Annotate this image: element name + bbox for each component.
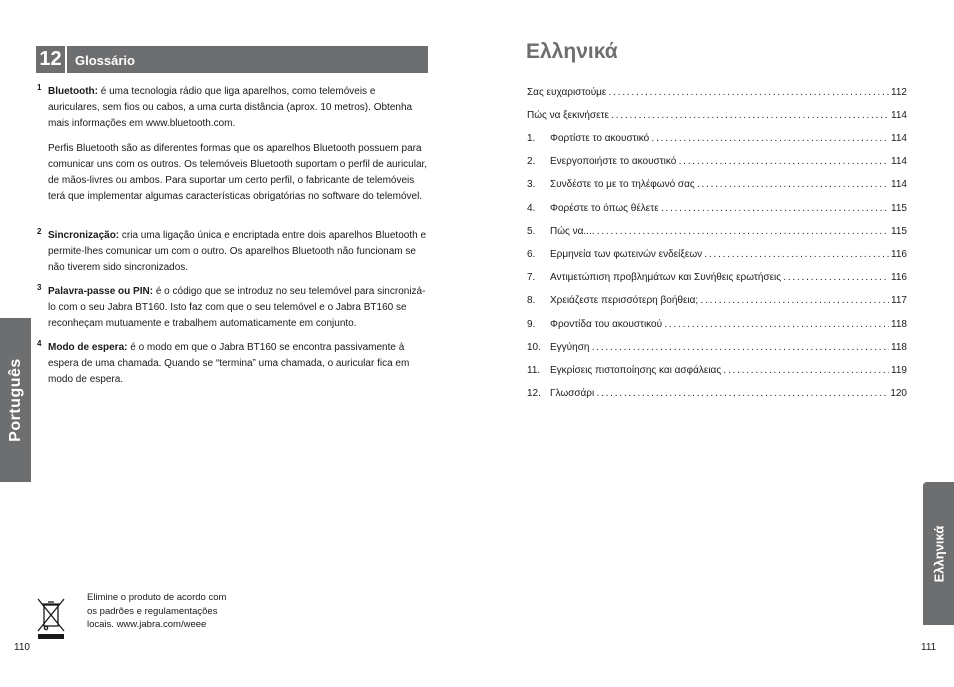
footnote-marker: 3 (37, 283, 42, 292)
toc-item-page: 115 (891, 226, 907, 237)
toc-item[interactable] (527, 387, 907, 401)
toc-item-number: 7. (527, 272, 536, 283)
toc-item-label: Εγκρίσεις πιστοποίησης και ασφάλειας . . . (550, 364, 907, 378)
toc-item-label: Φροντίδα του ακουστικού . . . (550, 318, 907, 332)
footnote-marker: 2 (37, 227, 42, 236)
side-tab-label: Ελληνικά (931, 525, 946, 582)
glossary-entry-bluetooth (48, 84, 428, 132)
glossary-entry-standby (48, 340, 428, 388)
toc-item-number: 8. (527, 295, 536, 306)
page-title: Ελληνικά (526, 40, 618, 63)
toc-item-number: 5. (527, 226, 536, 237)
toc-item[interactable] (527, 248, 907, 262)
footnote-marker: 1 (37, 83, 42, 92)
toc-item-number: 2. (527, 156, 536, 167)
toc-item-page: 120 (890, 388, 907, 399)
glossary-term: Modo de espera: (48, 342, 128, 353)
toc-item-label: Ερμηνεία των φωτεινών ενδείξεων . . . (550, 248, 907, 262)
toc-item-label: Γλωσσάρι . . . (550, 387, 907, 401)
section-title: Glossário (67, 46, 428, 73)
glossary-term: Sincronização: (48, 230, 120, 241)
crossed-out-wheelie-bin-icon (35, 596, 67, 640)
toc-item-page: 114 (891, 179, 907, 190)
toc-item-label: Ενεργοποιήστε το ακουστικό . . . (550, 155, 907, 169)
glossary-definition: é uma tecnologia rádio que liga aparelhos, como telemóveis e auriculares, sem fios ou cabos, a uma curta distância (aprox. 10 metros). Obtenha mais informações em www.bluetooth.com. (48, 86, 413, 129)
glossary-definition: é o modo em que o Jabra BT160 se encontra passivamente à espera de uma chamada. Quando se “termina” uma chamada, o auricular fica em modo de espera. (48, 342, 410, 385)
weee-disposal-notice: Elimine o produto de acordo com os padrões e regulamentações locais. www.jabra.com/weee (87, 592, 227, 630)
toc-item-label: Πώς να ξεκινήσετε . . . (527, 109, 907, 123)
toc-item[interactable] (527, 225, 907, 239)
toc-item-number: 11. (527, 365, 541, 376)
toc-item-page: 119 (891, 365, 907, 376)
toc-item-page: 117 (891, 295, 907, 306)
side-tab-label: Português (6, 358, 24, 442)
language-side-tab-portuguese (0, 318, 31, 482)
toc-item[interactable] (527, 294, 907, 308)
glossary-entry-bluetooth-profiles: Perfis Bluetooth são as diferentes formas que os aparelhos Bluetooth possuem para comunicar uns com os outros. Os telemóveis Bluetooth suportam o perfil de auricular, de mãos-livres ou ambos. Para suportar um certo perfil, o fabricante de telemóveis terá que implementar algumas características obrigatórias no software do telemóvel. (48, 143, 428, 202)
glossary-term: Palavra-passe ou PIN: (48, 286, 154, 297)
toc-item-number: 10. (527, 342, 541, 353)
page-number-left: 110 (14, 642, 30, 653)
toc-item[interactable] (527, 155, 907, 169)
glossary-entry-pairing (48, 228, 428, 276)
page-number-right: 111 (921, 642, 937, 653)
toc-item-page: 118 (891, 342, 907, 353)
toc-item-page: 116 (891, 272, 907, 283)
toc-item-number: 12. (527, 388, 541, 399)
toc-item-page: 112 (891, 87, 907, 98)
toc-item[interactable] (527, 178, 907, 192)
glossary-term: Bluetooth: (48, 86, 98, 97)
toc-item-label: Φορέστε το όπως θέλετε . . . (550, 202, 907, 216)
toc-item-label: Χρειάζεστε περισσότερη βοήθεια; . . . (550, 294, 907, 308)
footnote-marker: 4 (37, 339, 42, 348)
glossary-definition: é o código que se introduz no seu telemóvel para sincronizá-lo com o seu Jabra BT160. Isto faz com que o seu telemóvel e o Jabra BT160 se reconheçam mutuamente e trabalhem automaticamente em conjunto. (48, 286, 426, 329)
toc-item-label: Πώς να.... . . . (550, 225, 907, 239)
toc-item-number: 9. (527, 319, 536, 330)
toc-item-page: 114 (891, 156, 907, 167)
toc-item[interactable] (527, 318, 907, 332)
toc-item-page: 114 (891, 133, 907, 144)
toc-item-page: 116 (891, 249, 907, 260)
glossary-entry-passkey (48, 284, 428, 332)
toc-item-page: 118 (891, 319, 907, 330)
toc-item[interactable] (527, 364, 907, 378)
toc-item[interactable] (527, 202, 907, 216)
toc-item-label: Σας ευχαριστούμε . . . (527, 86, 907, 100)
toc-item-label: Συνδέστε το με το τηλέφωνό σας . . . (550, 178, 907, 192)
glossary-definition: cria uma ligação única e encriptada entre dois aparelhos Bluetooth e permite-lhes comunicar um com o outro. Os aparelhos Bluetooth não funcionam se não tiverem sido sincronizados. (48, 230, 427, 273)
toc-item[interactable] (527, 341, 907, 355)
toc-item-number: 4. (527, 203, 536, 214)
toc-item-page: 114 (891, 110, 907, 121)
toc-item-label: Φορτίστε το ακουστικό . . . (550, 132, 907, 146)
toc-item-number: 3. (527, 179, 536, 190)
toc-item[interactable] (527, 271, 907, 285)
toc-item-label: Εγγύηση . . . (550, 341, 907, 355)
toc-item-page: 115 (891, 203, 907, 214)
language-side-tab-greek (923, 482, 954, 625)
toc-item-label: Αντιμετώπιση προβλημάτων και Συνήθεις ερωτήσεις . . . (550, 271, 907, 285)
toc-item[interactable] (527, 86, 907, 100)
toc-item[interactable] (527, 109, 907, 123)
toc-item-number: 6. (527, 249, 536, 260)
toc-item[interactable] (527, 132, 907, 146)
toc-item-number: 1. (527, 133, 536, 144)
section-number-badge: 12 (36, 46, 65, 73)
